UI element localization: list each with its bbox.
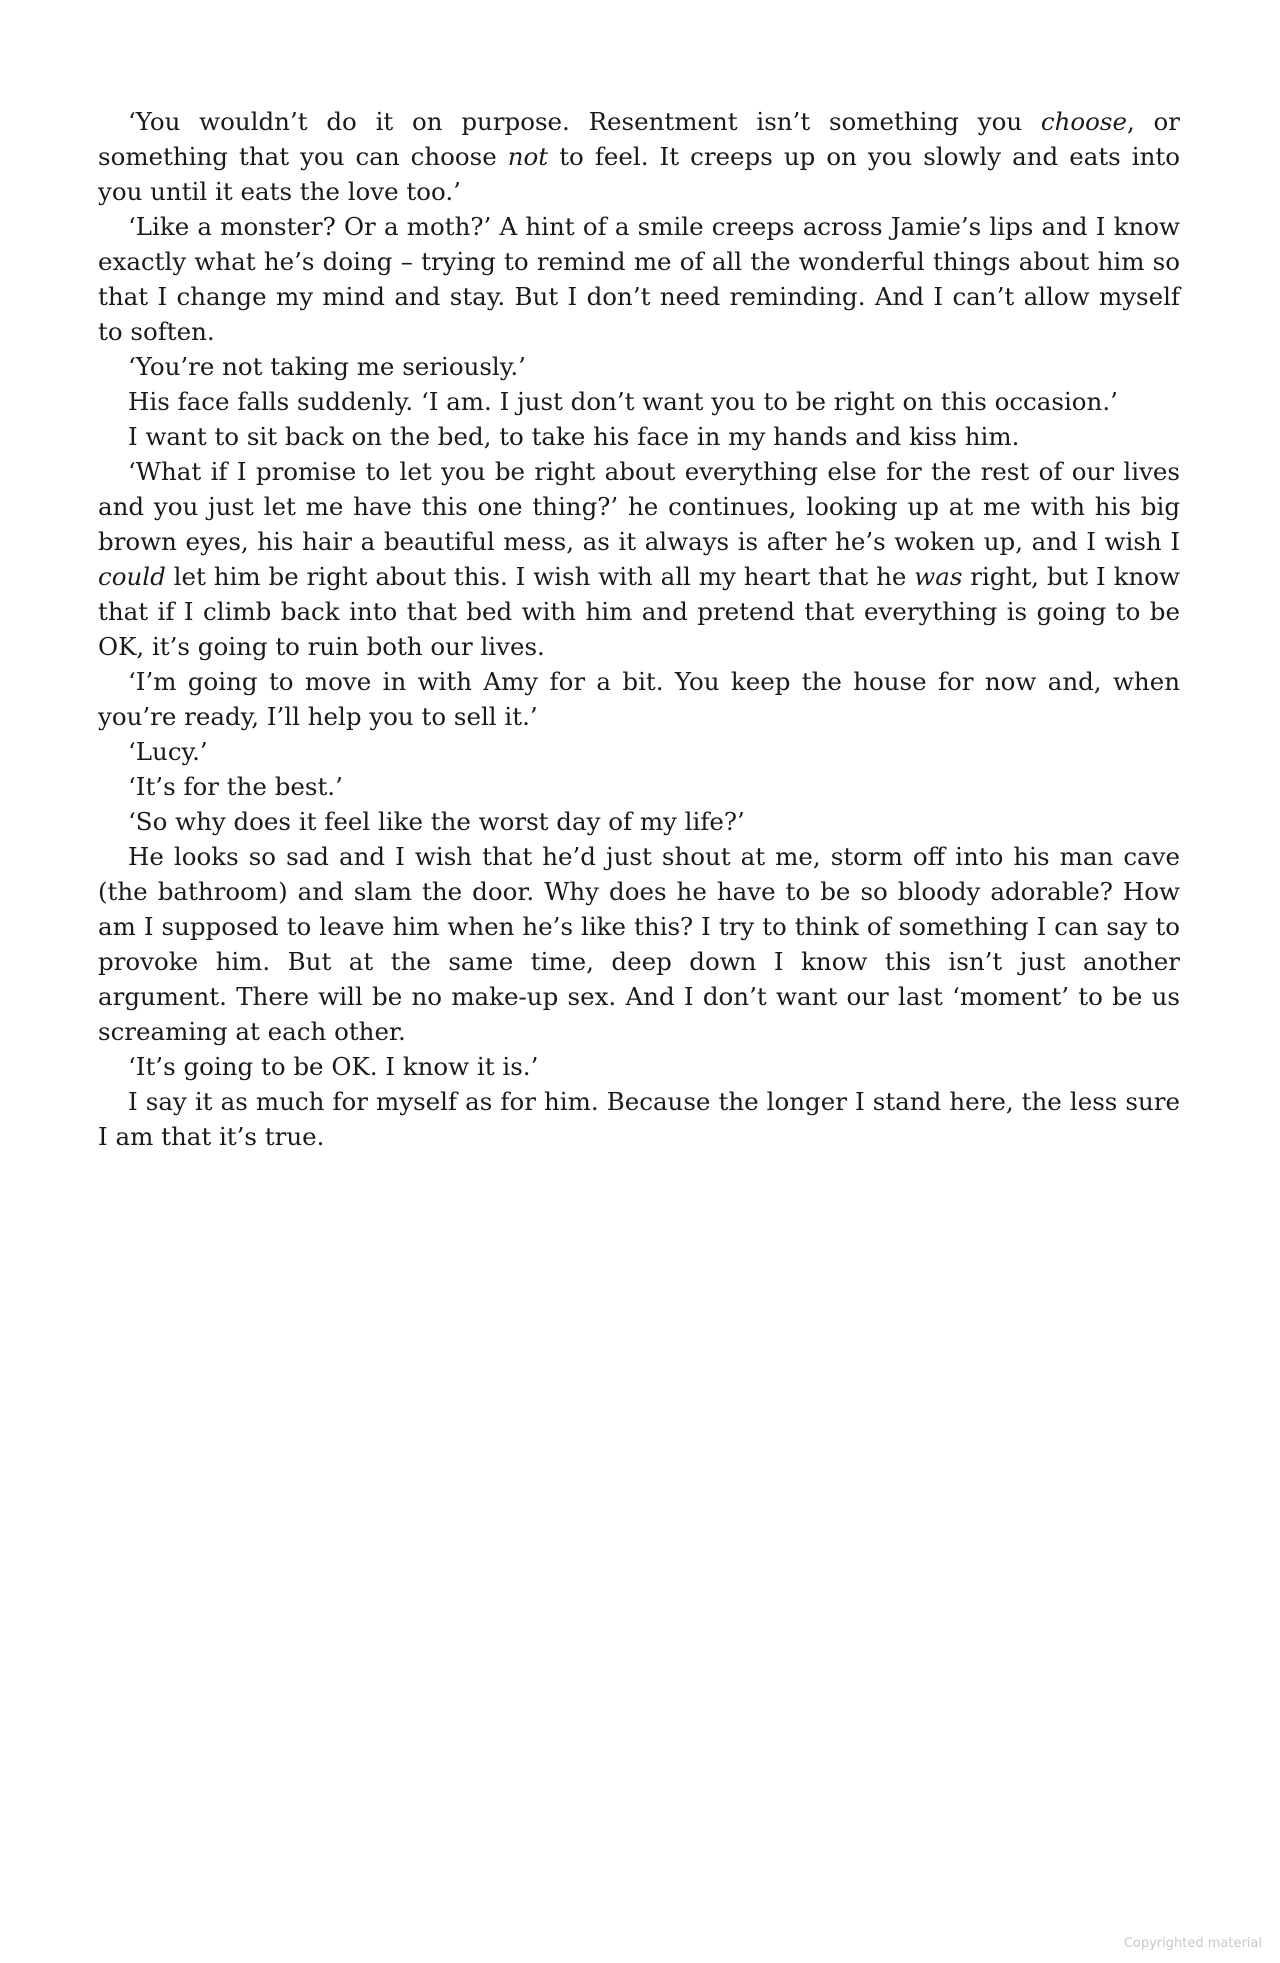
paragraph xyxy=(98,839,1180,1049)
italic-text: could xyxy=(98,562,166,591)
text-run: ‘What if I promise to let you be right about everything else for the rest of our lives and you just let me have this one thing?’ he continues, looking up at me with his big brown eyes, his hair a beautiful mess, as it always is after he’s woken up, and I wish I xyxy=(98,457,1180,556)
text-run: ‘You wouldn’t do it on purpose. Resentment isn’t something you xyxy=(128,107,1041,136)
text-run: ‘Like a monster? Or a moth?’ A hint of a smile creeps across Jamie’s lips and I know exactly what he’s doing – trying to remind me of all the wonderful things about him so that I change my mind and stay. But I don’t need reminding. And I can’t allow myself to soften. xyxy=(98,212,1180,346)
paragraph xyxy=(98,384,1180,419)
text-run: , or something that you can choose xyxy=(98,107,1180,171)
text-run: ‘Lucy.’ xyxy=(128,737,208,766)
italic-text: choose xyxy=(1040,107,1127,136)
text-run: He looks so sad and I wish that he’d just shout at me, storm off into his man cave (the bathroom) and slam the door. Why does he have to be so bloody adorable? How am I supposed to leave him when he’s like this? I try to think of something I can say to provoke him. But at the same time, deep down I know this isn’t just another argument. There will be no make-up sex. And I don’t want our last ‘moment’ to be us screaming at each other. xyxy=(98,842,1180,1046)
paragraph xyxy=(98,349,1180,384)
paragraph xyxy=(98,769,1180,804)
italic-text: not xyxy=(507,142,549,171)
text-run: let him be right about this. I wish with all my heart that he xyxy=(165,562,915,591)
copyright-note: Copyrighted material xyxy=(1123,1936,1262,1951)
text-run: ‘It’s for the best.’ xyxy=(128,772,343,801)
body-text xyxy=(98,104,1180,1154)
italic-text: was xyxy=(914,562,963,591)
text-run: I want to sit back on the bed, to take his face in my hands and kiss him. xyxy=(128,422,1020,451)
paragraph xyxy=(98,454,1180,664)
text-run: right, but I know that if I climb back into that bed with him and pretend that everything is going to be OK, it’s going to ruin both our lives. xyxy=(98,562,1180,661)
text-run: ‘So why does it feel like the worst day of my life?’ xyxy=(128,807,745,836)
text-run: I say it as much for myself as for him. Because the longer I stand here, the less sure I am that it’s true. xyxy=(98,1087,1180,1151)
text-run: to feel. It creeps up on you slowly and eats into you until it eats the love too.’ xyxy=(98,142,1180,206)
text-run: His face falls suddenly. ‘I am. I just don’t want you to be right on this occasion.’ xyxy=(128,387,1118,416)
text-run: ‘You’re not taking me seriously.’ xyxy=(128,352,526,381)
paragraph xyxy=(98,664,1180,734)
paragraph xyxy=(98,734,1180,769)
text-run: ‘I’m going to move in with Amy for a bit. You keep the house for now and, when you’re ready, I’ll help you to sell it.’ xyxy=(98,667,1180,731)
paragraph xyxy=(98,104,1180,209)
paragraph xyxy=(98,804,1180,839)
paragraph xyxy=(98,419,1180,454)
text-run: ‘It’s going to be OK. I know it is.’ xyxy=(128,1052,539,1081)
paragraph xyxy=(98,1049,1180,1084)
paragraph xyxy=(98,209,1180,349)
paragraph xyxy=(98,1084,1180,1154)
